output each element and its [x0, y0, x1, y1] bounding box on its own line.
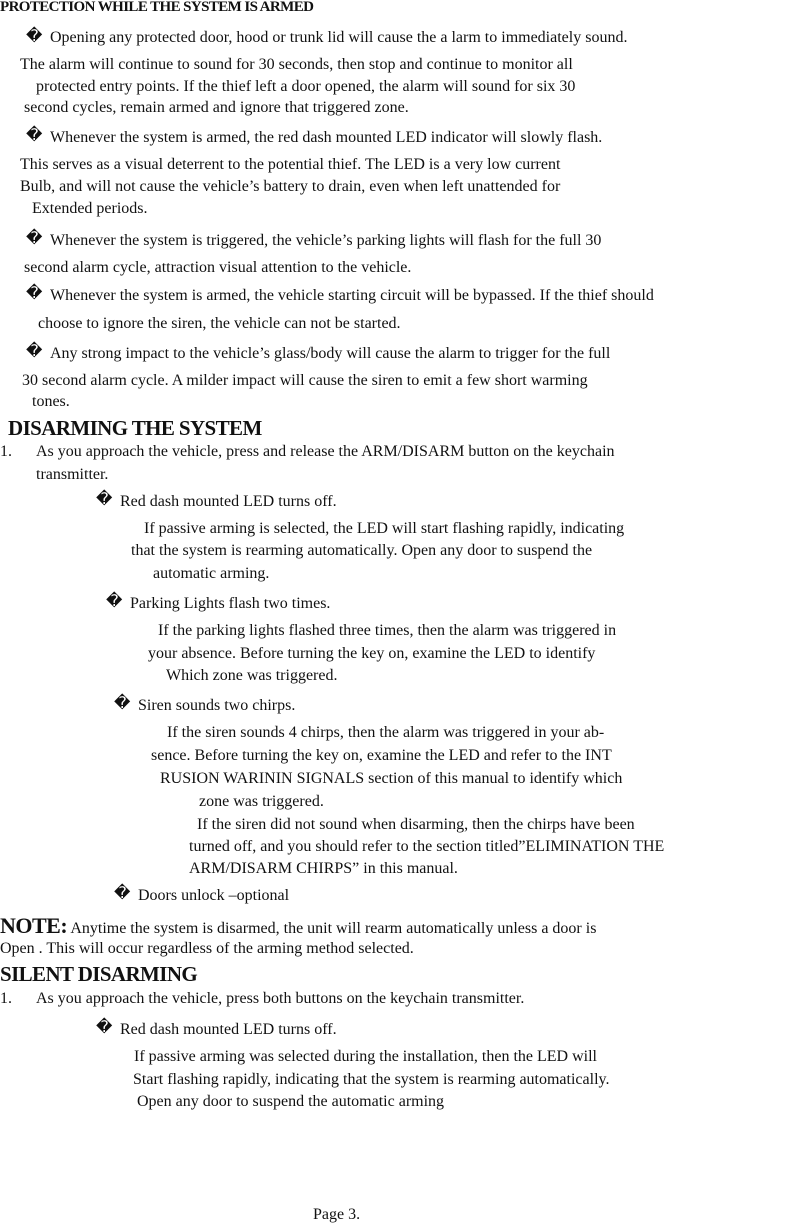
disarming-result-3-line-7: ARM/DISARM CHIRPS” in this manual. [189, 860, 458, 877]
disarming-step-line-2: transmitter. [36, 466, 109, 483]
protection-item-1-line-4: second cycles, remain armed and ignore that triggered zone. [24, 99, 409, 116]
silent-result-1-label: Red dash mounted LED turns off. [120, 1021, 337, 1038]
disarming-result-4-label: Doors unlock –optional [138, 887, 290, 904]
section-heading-silent: SILENT DISARMING [0, 962, 198, 986]
protection-item-3-line-2: second alarm cycle, attraction visual attention to the vehicle. [24, 259, 412, 276]
protection-item-2-line-4: Extended periods. [32, 200, 148, 217]
disarming-result-2-line-1: If the parking lights flashed three times, then the alarm was triggered in [158, 622, 617, 639]
disarming-result-3-line-6: turned off, and you should refer to the section titled”ELIMINATION THE [189, 838, 665, 855]
protection-item-4-line-1: Whenever the system is armed, the vehicle starting circuit will be bypassed. If the thief should [50, 287, 654, 304]
bullet-icon: � [26, 228, 43, 247]
protection-item-3-line-1: Whenever the system is triggered, the vehicle’s parking lights will flash for the full 30 [50, 232, 602, 249]
disarming-result-1-line-2: that the system is rearming automatically. Open any door to suspend the [131, 542, 593, 559]
section-heading-disarming: DISARMING THE SYSTEM [8, 416, 262, 440]
disarming-result-3-line-3: RUSION WARININ SIGNALS section of this manual to identify which [160, 770, 623, 787]
disarming-result-3-line-4: zone was triggered. [199, 793, 324, 810]
bullet-icon: � [96, 1017, 113, 1036]
bullet-icon: � [26, 26, 43, 45]
bullet-icon: � [26, 341, 43, 360]
bullet-icon: � [26, 283, 43, 302]
protection-item-5-line-3: tones. [32, 393, 70, 410]
note-paragraph [0, 915, 596, 937]
section-heading-protection: PROTECTION WHILE THE SYSTEM IS ARMED [0, 0, 314, 15]
bullet-icon: � [26, 125, 43, 144]
note-line-2: Open . This will occur regardless of the arming method selected. [0, 940, 414, 957]
silent-step-line-1: As you approach the vehicle, press both buttons on the keychain transmitter. [36, 990, 525, 1007]
disarming-result-3-label: Siren sounds two chirps. [138, 697, 296, 714]
bullet-icon: � [106, 591, 123, 610]
disarming-result-3-line-2: sence. Before turning the key on, examine the LED and refer to the INT [151, 747, 612, 764]
disarming-result-3-line-5: If the siren did not sound when disarming, then the chirps have been [197, 816, 635, 833]
bullet-icon: � [114, 693, 131, 712]
disarming-result-2-line-2: your absence. Before turning the key on, examine the LED to identify [148, 645, 596, 662]
protection-item-1-line-2: The alarm will continue to sound for 30 seconds, then stop and continue to monitor all [20, 56, 573, 73]
disarming-step-line-1: As you approach the vehicle, press and release the ARM/DISARM button on the keychain [36, 443, 615, 460]
bullet-icon: � [114, 883, 131, 902]
page-number: Page 3. [313, 1206, 361, 1223]
disarming-result-1-line-3: automatic arming. [153, 565, 270, 582]
disarming-result-1-label: Red dash mounted LED turns off. [120, 493, 337, 510]
protection-item-2-line-3: Bulb, and will not cause the vehicle’s battery to drain, even when left unattended for [20, 178, 561, 195]
bullet-icon: � [96, 489, 113, 508]
step-number: 1. [0, 443, 12, 460]
protection-item-4-line-2: choose to ignore the siren, the vehicle can not be started. [38, 315, 401, 332]
protection-item-2-line-2: This serves as a visual deterrent to the potential thief. The LED is a very low current [20, 156, 561, 173]
step-number: 1. [0, 990, 12, 1007]
disarming-result-3-line-1: If the siren sounds 4 chirps, then the alarm was triggered in your ab- [167, 724, 605, 741]
protection-item-1-line-3: protected entry points. If the thief left a door opened, the alarm will sound for six 30 [36, 78, 576, 95]
silent-result-1-line-1: If passive arming was selected during the installation, then the LED will [134, 1048, 597, 1065]
silent-result-1-line-3: Open any door to suspend the automatic arming [137, 1093, 445, 1110]
disarming-result-1-line-1: If passive arming is selected, the LED will start flashing rapidly, indicating [144, 520, 625, 537]
silent-result-1-line-2: Start flashing rapidly, indicating that the system is rearming automatically. [133, 1071, 610, 1088]
protection-item-2-line-1: Whenever the system is armed, the red dash mounted LED indicator will slowly flash. [50, 129, 603, 146]
note-label: NOTE: [0, 913, 68, 938]
note-line-1: Anytime the system is disarmed, the unit will rearm automatically unless a door is [70, 920, 597, 937]
protection-item-5-line-1: Any strong impact to the vehicle’s glass/body will cause the alarm to trigger for the full [50, 345, 611, 362]
protection-item-5-line-2: 30 second alarm cycle. A milder impact will cause the siren to emit a few short warming [22, 372, 588, 389]
disarming-result-2-label: Parking Lights flash two times. [130, 595, 331, 612]
protection-item-1-line-1: Opening any protected door, hood or trunk lid will cause the a larm to immediately sound. [50, 29, 628, 46]
disarming-result-2-line-3: Which zone was triggered. [166, 667, 338, 684]
